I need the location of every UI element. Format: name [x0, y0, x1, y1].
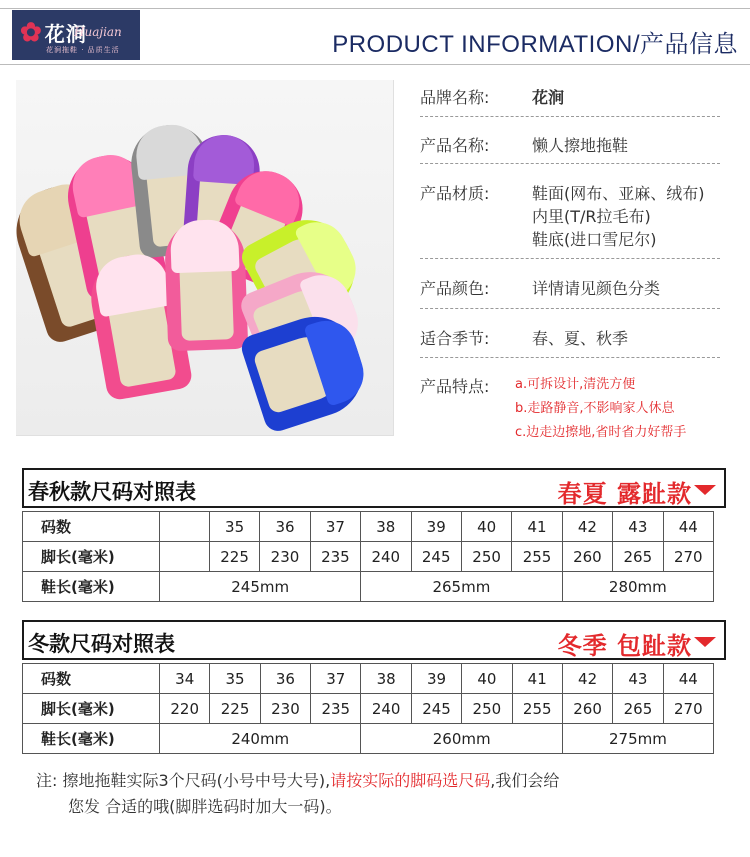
info-row-brand: [420, 85, 564, 108]
table-cell: 245mm: [160, 572, 361, 602]
material-line: 鞋面(网布、亚麻、绒布): [532, 184, 705, 203]
table-cell: 275mm: [562, 724, 713, 754]
table-cell: 37: [311, 664, 361, 694]
table-cell: 36: [260, 512, 310, 542]
table-row: [23, 694, 714, 724]
table-cell: 43: [613, 512, 663, 542]
brand-logo: [12, 10, 140, 60]
size-chart-2: [22, 663, 714, 754]
size-note: [36, 768, 726, 820]
info-value: 懒人擦地拖鞋: [532, 136, 629, 155]
logo-latin: Huajian: [74, 25, 122, 39]
table-cell: 265mm: [361, 572, 563, 602]
info-row-color: [420, 276, 660, 299]
triangle-down-icon: [694, 485, 716, 495]
dashed-divider: [420, 163, 720, 164]
note-suffix: ,我们会给: [490, 771, 560, 790]
table-cell: 270: [663, 542, 713, 572]
table-cell: 240mm: [160, 724, 361, 754]
table-cell: 255: [512, 694, 562, 724]
table-cell: 36: [260, 664, 310, 694]
dashed-divider: [420, 258, 720, 259]
table-cell: 235: [311, 694, 361, 724]
size-chart-1: [22, 511, 714, 602]
table-cell: 39: [411, 512, 461, 542]
table-cell: 240: [361, 542, 411, 572]
info-value-lines: [532, 182, 705, 251]
table-row: [23, 724, 714, 754]
info-row-season: [420, 326, 628, 349]
table-cell: 280mm: [562, 572, 713, 602]
size-chart-1-tag: 春夏 露趾款: [557, 480, 692, 508]
table-cell: 245: [411, 694, 461, 724]
material-line: 鞋底(进口雪尼尔): [532, 230, 657, 249]
table-cell: 250: [462, 694, 512, 724]
row-label: 鞋长(毫米): [23, 572, 160, 602]
info-value: 花涧: [532, 88, 565, 107]
table-cell: 44: [663, 512, 713, 542]
table-cell: 265: [613, 542, 663, 572]
table-cell: 34: [160, 664, 210, 694]
info-row-name: [420, 133, 628, 156]
flower-icon: ✿: [20, 18, 43, 48]
table-cell: 230: [260, 542, 310, 572]
note-line-2: 您发 合适的哦(脚胖选码时加大一码)。: [68, 797, 342, 816]
table-cell: 44: [663, 664, 713, 694]
table-cell: 42: [562, 512, 612, 542]
header-bottom-rule: [0, 64, 750, 65]
material-line: 内里(T/R拉毛布): [532, 207, 651, 226]
page-header: [0, 0, 750, 68]
table-cell: 35: [209, 512, 259, 542]
table-cell: [160, 512, 210, 542]
note-line-1: [36, 768, 726, 794]
table-row: [23, 512, 714, 542]
table-cell: 230: [260, 694, 310, 724]
info-key: 产品名称:: [420, 136, 490, 155]
row-label: 脚长(毫米): [23, 542, 160, 572]
table-cell: 260: [562, 542, 612, 572]
note-prefix: 注: 擦地拖鞋实际3个尺码(小号中号大号),: [36, 771, 331, 790]
table-cell: 255: [512, 542, 562, 572]
info-key: 适合季节:: [420, 329, 490, 348]
feature-item: c.边走边擦地,省时省力好帮手: [515, 425, 687, 440]
dashed-divider: [420, 308, 720, 309]
table-cell: 35: [210, 664, 260, 694]
info-key: 产品颜色:: [420, 279, 490, 298]
table-cell: 37: [310, 512, 360, 542]
table-row: [23, 664, 714, 694]
size-chart-1-title-bar: [22, 468, 726, 508]
table-cell: 40: [461, 512, 511, 542]
size-chart-2-title: 冬款尺码对照表: [28, 632, 175, 656]
info-row-material: [420, 182, 705, 251]
table-cell: 40: [462, 664, 512, 694]
info-value: 详情请见颜色分类: [532, 279, 661, 298]
table-cell: 41: [512, 512, 562, 542]
table-row: [23, 572, 714, 602]
row-label: 码数: [23, 512, 160, 542]
table-row: [23, 542, 714, 572]
slipper-pink-kitty-2: [164, 219, 248, 352]
logo-wordmark: ✿ 花涧: [20, 18, 87, 48]
page-title: PRODUCT INFORMATION/产品信息: [332, 31, 738, 58]
row-label: 脚长(毫米): [23, 694, 160, 724]
table-cell: 220: [160, 694, 210, 724]
table-cell: 225: [209, 542, 259, 572]
feature-list: [515, 373, 686, 445]
feature-item: a.可拆设计,清洗方便: [515, 377, 636, 392]
dashed-divider: [420, 357, 720, 358]
info-value: 春、夏、秋季: [532, 329, 629, 348]
product-photo: [16, 80, 394, 436]
info-key: 产品特点:: [420, 377, 490, 396]
table-cell: 42: [562, 664, 612, 694]
note-highlight: 请按实际的脚码选尺码: [330, 771, 491, 790]
table-cell: 250: [461, 542, 511, 572]
table-cell: 38: [361, 664, 411, 694]
table-cell: 225: [210, 694, 260, 724]
size-chart-2-title-bar: [22, 620, 726, 660]
table-cell: 39: [411, 664, 461, 694]
row-label: 鞋长(毫米): [23, 724, 160, 754]
info-key: 品牌名称:: [420, 88, 490, 107]
info-key: 产品材质:: [420, 184, 490, 203]
row-label: 码数: [23, 664, 160, 694]
table-cell: 260mm: [361, 724, 562, 754]
table-cell: 235: [310, 542, 360, 572]
table-cell: 240: [361, 694, 411, 724]
logo-tagline: 花涧拖鞋 · 品质生活: [46, 46, 120, 54]
triangle-down-icon: [694, 637, 716, 647]
table-cell: 41: [512, 664, 562, 694]
table-cell: 260: [562, 694, 612, 724]
table-cell: 245: [411, 542, 461, 572]
table-cell: 38: [361, 512, 411, 542]
table-cell: 265: [613, 694, 663, 724]
header-top-rule: [0, 8, 750, 9]
size-chart-1-title: 春秋款尺码对照表: [28, 480, 196, 504]
table-cell: [160, 542, 210, 572]
table-cell: 43: [613, 664, 663, 694]
feature-item: b.走路静音,不影响家人休息: [515, 401, 675, 416]
size-chart-2-tag: 冬季 包趾款: [557, 632, 692, 660]
table-cell: 270: [663, 694, 713, 724]
info-row-features: [420, 374, 686, 445]
dashed-divider: [420, 116, 720, 117]
